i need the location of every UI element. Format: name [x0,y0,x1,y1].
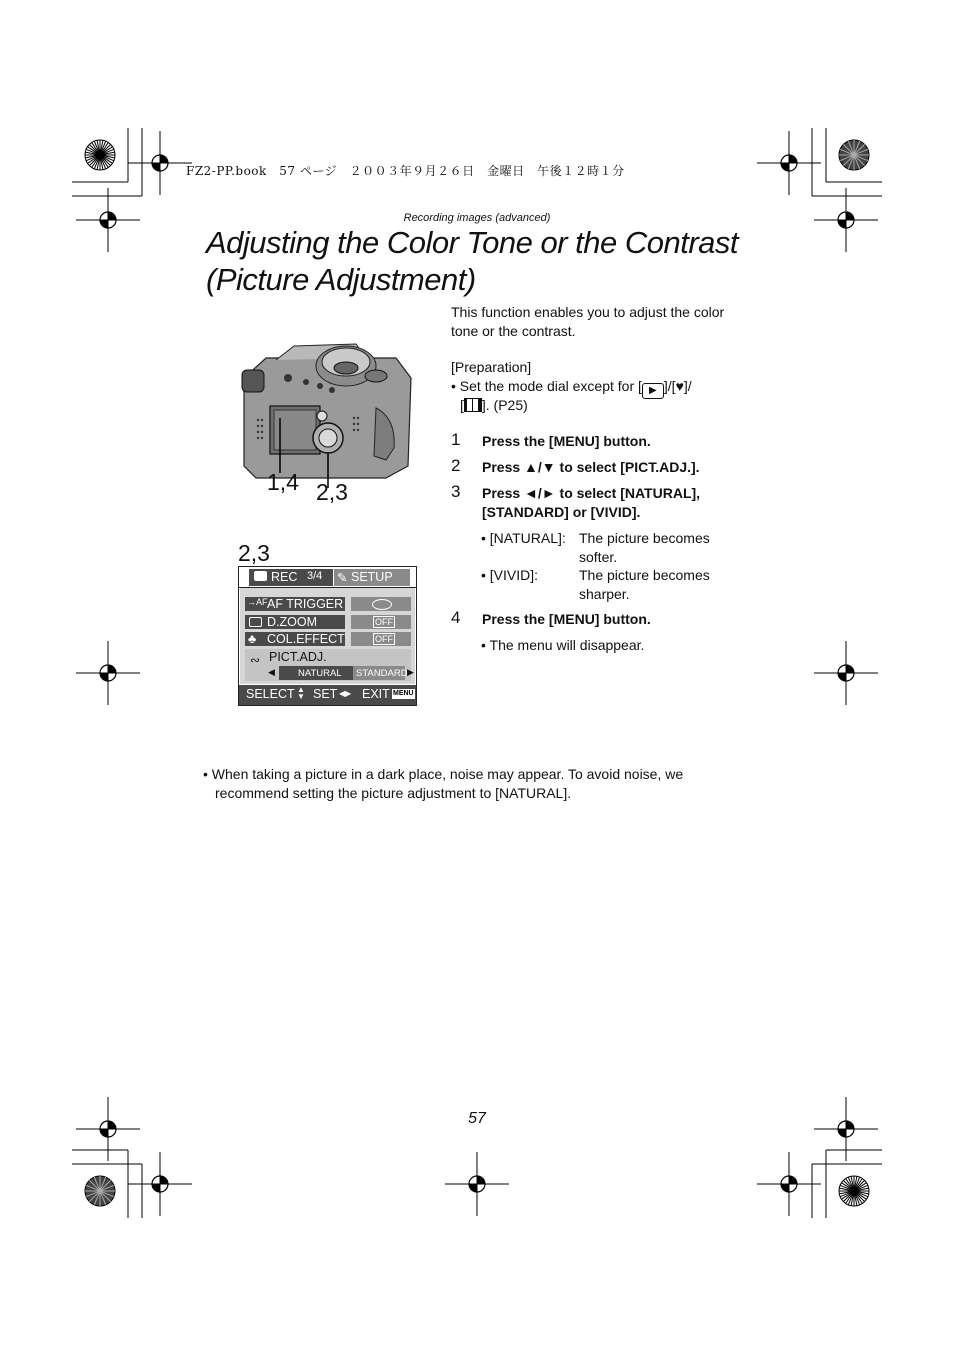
menu-row-dzoom-label: D.ZOOM [267,615,317,629]
preparation-bullet-line2 [460,396,528,415]
motion-picture-mode-icon [464,398,482,412]
option-natural-desc [579,529,710,566]
wrench-icon: ✎ [337,571,348,585]
step-4-note: • The menu will disappear. [481,637,645,653]
pict-adj-right-arrow: ▶ [407,667,414,677]
menu-footer-set: SET [313,687,338,701]
option-natural-line-1: The picture becomes [579,530,710,546]
title-line-1: Adjusting the Color Tone or the Contrast [206,225,739,260]
option-vivid-term: • [VIVID]: [481,567,539,583]
noise-note [203,765,763,802]
step-2-number: 2 [451,456,461,475]
af-trigger-icon: →AF [247,597,268,607]
playback-mode-icon: ▶ [642,383,664,399]
section-label: Recording images (advanced) [403,212,551,224]
step-1-number: 1 [451,430,461,449]
intro-line-1: This function enables you to adjust the color [451,304,725,320]
menu-footer-exit: EXIT [362,687,390,701]
prep-text-3: ]/ [683,378,692,394]
noise-note-line-1: • When taking a picture in a dark place, noise may appear. To avoid noise, we [203,766,684,782]
option-vivid-desc [579,566,710,603]
option-vivid-line-1: The picture becomes [579,567,710,583]
noise-note-line-2: recommend setting the picture adjustment to [NATURAL]. [215,784,572,801]
menu-row-pict-adj-label: PICT.ADJ. [269,650,327,664]
menu-row-col-effect-value: OFF [375,634,393,644]
step-4-text: Press the [MENU] button. [482,611,651,627]
menu-row-dzoom-value: OFF [375,617,393,627]
heart-mode-icon: ♥ [675,378,684,394]
intro-line-2: tone or the contrast. [451,322,576,339]
step-3-number: 3 [451,482,461,501]
menu-tab-setup-label: SETUP [351,570,393,584]
camera-callout-left: 1,4 [267,469,299,495]
pict-adj-icon: ∾ [250,653,261,667]
page-number: 57 [468,1110,486,1127]
preparation-label: [Preparation] [451,359,532,375]
menu-screen [238,566,417,706]
select-updown-icon: ▲ ▼ [297,685,305,701]
menu-callout: 2,3 [238,540,270,566]
step-4-number: 4 [451,608,461,627]
step-1-text: Press the [MENU] button. [482,433,651,449]
af-shutter-icon [372,599,392,610]
pict-adj-selected: NATURAL [298,668,342,679]
menu-row-col-effect-label: COL.EFFECT [267,632,345,646]
prep-text-1: • Set the mode dial except for [ [451,378,642,394]
step-3-text [482,484,700,522]
prep-text-5: ]. (P25) [481,397,528,413]
page-title [206,224,766,298]
prep-text-2: ]/[ [663,378,676,394]
option-natural-term: • [NATURAL]: [481,530,566,546]
menu-footer-select: SELECT [246,687,295,701]
menu-footer-menu-key: MENU [393,690,414,697]
menu-row-af-trigger-label: AF TRIGGER [267,597,344,611]
option-vivid-line-2: sharper. [579,585,630,602]
menu-tab-rec-label: REC [271,570,298,584]
title-line-2: (Picture Adjustment) [206,262,476,297]
menu-tab-page: 3/4 [307,570,323,582]
camera-callout-right: 2,3 [316,479,348,505]
step-3-line-2: [STANDARD] or [VIVID]. [482,504,641,520]
camera-icon [254,571,267,581]
pict-adj-left-arrow: ◀ [268,667,275,677]
print-header: FZ2-PP.book 57 ページ ２００３年９月２６日 金曜日 午後１２時１分 [186,164,625,178]
col-effect-icon: ♣ [248,632,257,646]
set-leftright-icon: ◀▶ [339,689,352,698]
dzoom-icon [249,617,262,627]
step-2-text: Press ▲/▼ to select [PICT.ADJ.]. [482,459,700,475]
prep-text-4: [ [460,397,464,413]
option-natural-line-2: softer. [579,548,618,565]
camera-illustration [236,338,416,488]
pict-adj-next: STANDARD [356,668,408,679]
step-3-line-1: Press ◄/► to select [NATURAL], [482,485,701,501]
intro-text [451,303,751,340]
